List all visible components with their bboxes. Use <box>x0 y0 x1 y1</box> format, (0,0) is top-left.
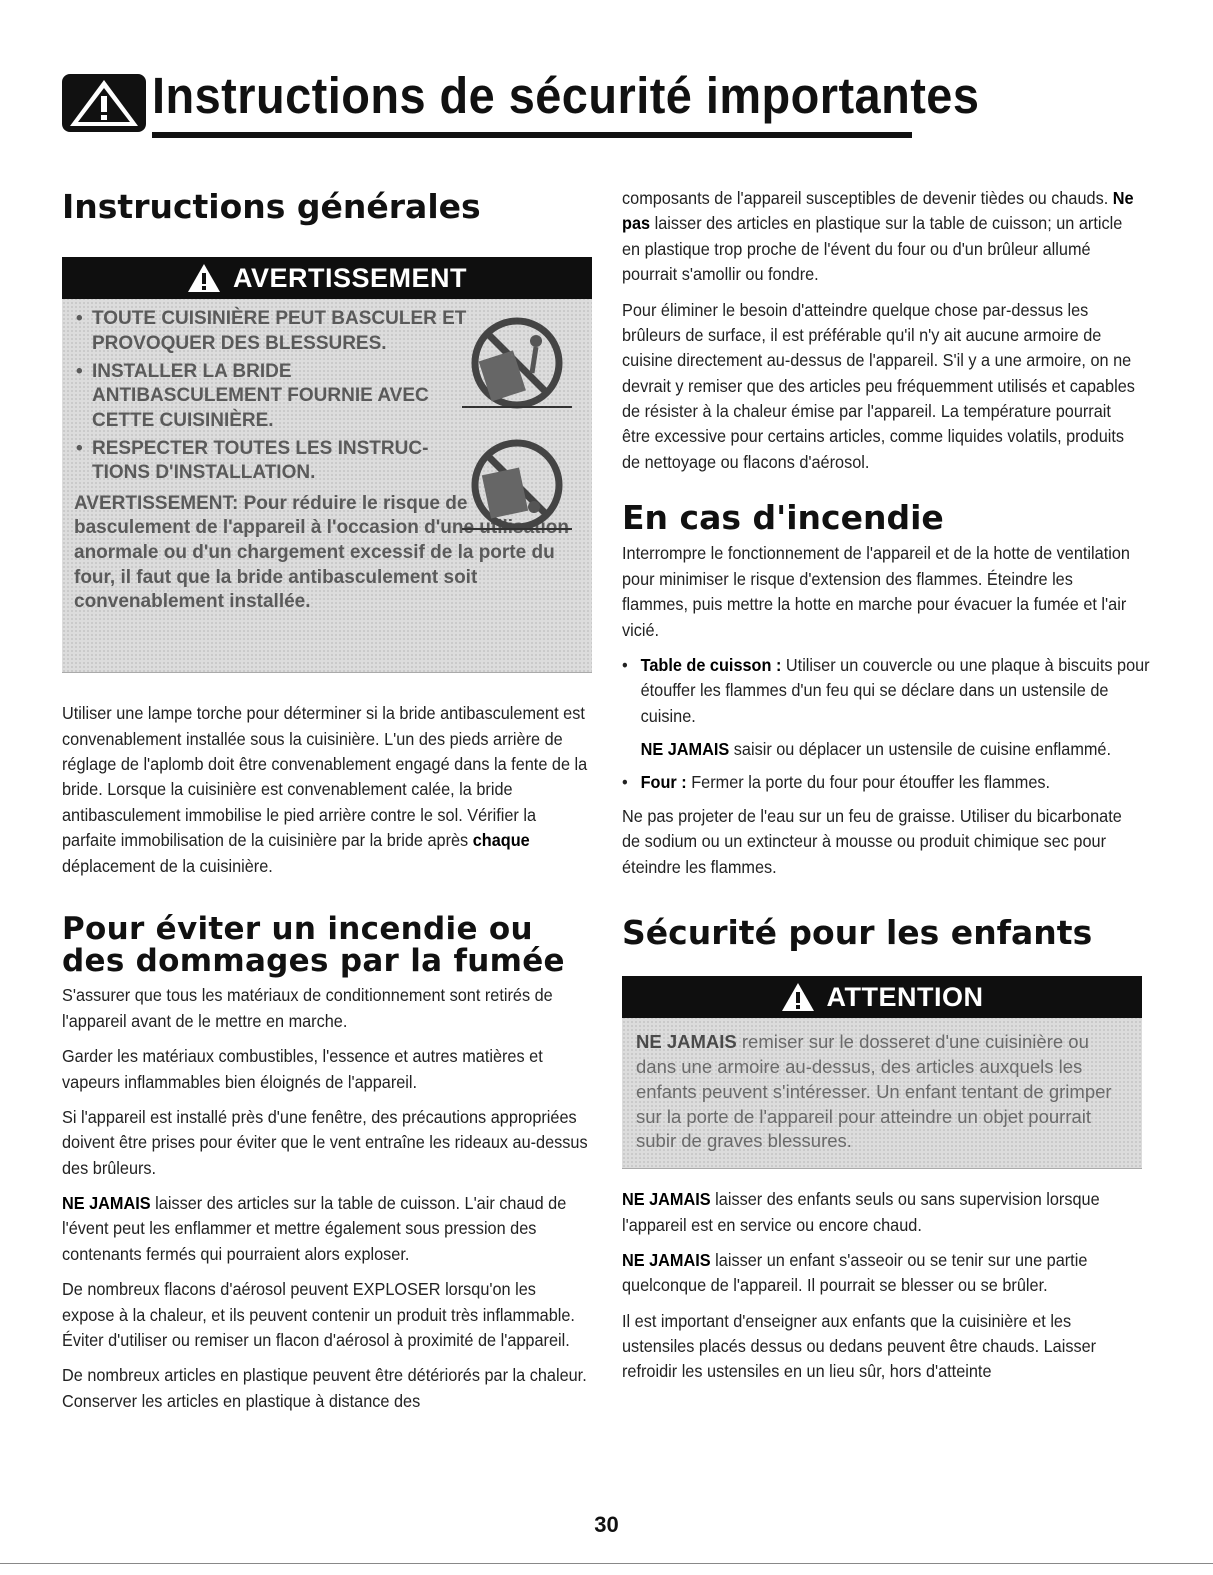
paragraph: Utiliser une lampe torche pour déterminer si la bride antibasculement est convenablement installée sous la cuisinière. L'un des pieds arrière de réglage de l'aplomb doit être convenablement engagé dans la fente de la bride. Lorsque la cuisinière est convenablement calée, la bride antibasculement immobilise le pied arrière contre le sol. Vérifier la parfaite immobilisation de la cuisinière par la bride après chaque déplacement de la cuisinière. <box>62 703 588 876</box>
warning-header <box>62 257 592 299</box>
footer-rule <box>0 1563 1213 1564</box>
section-heading-general: Instructions générales <box>62 187 481 226</box>
warning-triangle-icon <box>187 263 221 293</box>
page-title: Instructions de sécurité importantes <box>152 67 980 124</box>
paragraph: Pour éliminer le besoin d'atteindre quelque chose par-dessus les brûleurs de surface, il est préférable qu'il n'y ait aucune armoire de cuisine directement au-dessus de l'appareil. S'il y a une armoire, on ne devrait y remiser que des articles peu fréquemment utilisés et capables de résister à la chaleur émise par l'appareil. La température pourrait être excessive pour certains articles, comme liquides volatils, produits de nettoyage ou flacons d'aérosol. <box>622 299 1135 472</box>
warning-triangle-icon <box>781 982 815 1012</box>
attention-text: NE JAMAIS remiser sur le dosseret d'une cuisinière ou dans une armoire au-dessus, des articles auxquels les enfants peuvent s'intéresser. Un enfant tentant de grimper sur la porte de l'appareil pour atteindre un objet pourrait subir de graves blessures. <box>636 1031 1112 1152</box>
left-column <box>62 187 592 1424</box>
list-item: • Table de cuisson : Utiliser un couvercle ou une plaque à biscuits pour étouffer les flammes d'un feu qui se déclare dans un ustensile de cuisine. NE JAMAIS saisir ou déplacer un ustensile de cuisine enflammé. <box>622 653 1160 763</box>
paragraph: Ne pas projeter de l'eau sur un feu de graisse. Utiliser du bicarbonate de sodium ou un extincteur à mousse ou produit chimique sec pour éteindre les flammes. <box>622 805 1122 877</box>
range-tipping-prohibited-icon <box>462 315 572 415</box>
warning-text: AVERTISSEMENT: Pour réduire le risque de basculement de l'appareil à l'occasion d'une utilisation anormale ou d'un chargement excessif de la porte du four, il faut que la bride antibasculement soit convenablement installée. <box>74 492 570 613</box>
paragraph: composants de l'appareil susceptibles de devenir tièdes ou chauds. Ne pas laisser des articles en plastique sur la table de cuisson; un article en plastique trop proche de l'évent du four ou d'un brûleur allumé pourrait s'amollir ou fondre. <box>622 188 1134 285</box>
section-heading-fire-smoke: Pour éviter un incendie ou des dommages par la fumée <box>62 910 565 980</box>
list-item: • Four : Fermer la porte du four pour étouffer les flammes. <box>622 770 1160 795</box>
fire-bullet-list <box>622 653 1150 796</box>
page-number: 30 <box>594 1512 619 1537</box>
paragraph: De nombreux flacons d'aérosol peuvent EXPLOSER lorsqu'on les expose à la chaleur, et ils peuvent contenir un produit très inflammable. Éviter d'utiliser ou remiser un flacon d'aérosol à proximité de l'appareil. <box>62 1279 575 1350</box>
warning-triangle-icon <box>62 74 146 132</box>
warning-item: • INSTALLER LA BRIDE ANTIBASCULEMENT FOURNIE AVEC CETTE CUISINIÈRE. <box>74 360 472 433</box>
child-climbing-prohibited-icon <box>462 437 572 537</box>
paragraph: NE JAMAIS laisser un enfant s'asseoir ou se tenir sur une partie quelconque de l'appareil. Il pourrait se blesser ou se brûler. <box>622 1249 1088 1296</box>
paragraph: Interrompre le fonctionnement de l'appareil et de la hotte de ventilation pour minimiser le risque d'extension des flammes. Éteindre les flammes, puis mettre la hotte en marche pour évacuer la fumée et l'air vicié. <box>622 543 1130 640</box>
warning-item: • RESPECTER TOUTES LES INSTRUC- TIONS D'INSTALLATION. <box>74 437 472 486</box>
right-column <box>622 186 1150 1395</box>
warning-item: • TOUTE CUISINIÈRE PEUT BASCULER ET PROVOQUER DES BLESSURES. <box>74 307 472 356</box>
page-header <box>62 67 980 148</box>
section-heading-fire-case: En cas d'incendie <box>622 498 944 538</box>
section-heading-children: Sécurité pour les enfants <box>622 912 1093 952</box>
paragraph: S'assurer que tous les matériaux de conditionnement sont retirés de l'appareil avant de le mettre en marche. <box>62 985 553 1031</box>
paragraph: NE JAMAIS laisser des enfants seuls ou sans supervision lorsque l'appareil est en service ou encore chaud. <box>622 1189 1100 1235</box>
warning-label: AVERTISSEMENT <box>232 262 468 293</box>
warning-box <box>62 257 592 673</box>
header-rule <box>152 132 912 138</box>
attention-box <box>622 976 1142 1169</box>
attention-header <box>622 976 1142 1018</box>
paragraph: Garder les matériaux combustibles, l'essence et autres matières et vapeurs inflammables bien éloignés de l'appareil. <box>62 1046 543 1092</box>
paragraph: Si l'appareil est installé près d'une fenêtre, des précautions appropriées doivent être prises pour éviter que le vent entraîne les rideaux au-dessus des brûleurs. <box>62 1106 588 1178</box>
paragraph: De nombreux articles en plastique peuvent être détériorés par la chaleur. Conserver les articles en plastique à distance des <box>62 1365 587 1411</box>
paragraph: NE JAMAIS laisser des articles sur la table de cuisson. L'air chaud de l'évent peut les enflammer et mettre également sous pression des contenants fermés qui pourraient alors exploser. <box>62 1193 567 1264</box>
attention-label: ATTENTION <box>826 981 984 1012</box>
paragraph: Il est important d'enseigner aux enfants que la cuisinière et les ustensiles placés dessus ou dedans peuvent être chauds. Laisser refroidir les ustensiles en un lieu sûr, hors d'atteinte <box>622 1310 1097 1382</box>
